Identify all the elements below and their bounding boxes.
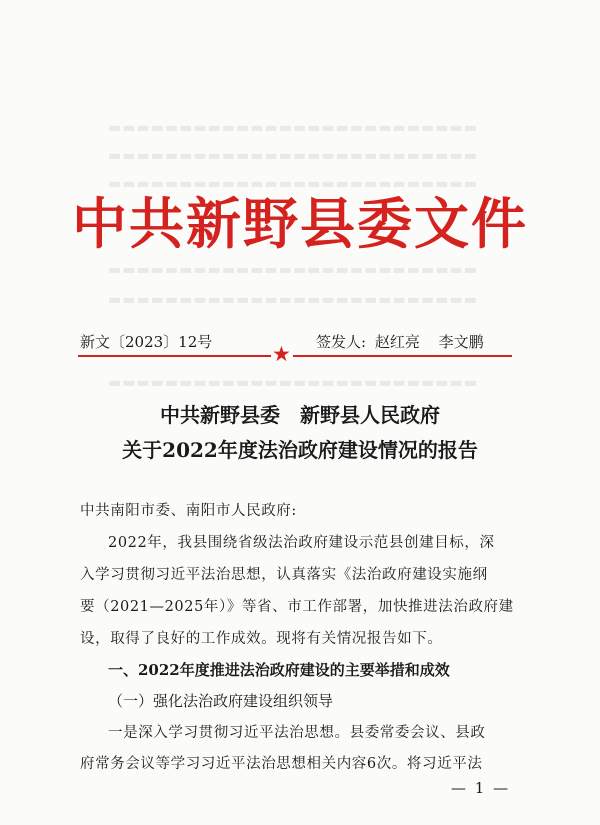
bleed-through-artifact: ▬▬▬▬▬▬▬▬▬▬▬▬▬▬▬▬▬▬▬▬▬▬▬▬▬▬ [108,262,478,278]
document-number: 新文〔2023〕12号 [80,333,213,351]
page-number: — 1 — [451,779,511,797]
body-line: 入学习贯彻习近平法治思想，认真落实《法治政府建设实施纲 [80,567,488,583]
report-title-line-1: 中共新野县委 新野县人民政府 [160,403,440,427]
signer-label: 签发人: [316,333,367,351]
body-line: 设，取得了良好的工作成效。现将有关情况报告如下。 [80,631,443,647]
subsection-heading: （一）强化法治政府建设组织领导 [108,692,334,710]
signer-name-2: 李文鹏 [438,333,484,351]
recipient-line: 中共南阳市委、南阳市人民政府: [80,503,297,519]
body-line: 要（2021—2025年）》等省、市工作部署，加快推进法治政府建 [80,599,514,615]
section-heading: 一、2022年度推进法治政府建设的主要举措和成效 [108,661,450,679]
issuer-masthead: 中共新野县委文件 [71,191,528,256]
bleed-through-artifact: ▬▬▬▬▬▬▬▬▬▬▬▬▬▬▬▬▬▬▬▬▬▬▬▬▬▬ [108,176,478,192]
red-star-icon: ★ [272,342,291,366]
red-divider-left [78,355,271,357]
bleed-through-artifact: ▬▬▬▬▬▬▬▬▬▬▬▬▬▬▬▬▬▬▬▬▬▬▬▬▬▬ [108,148,478,164]
bleed-through-artifact: ▬▬▬▬▬▬▬▬▬▬▬▬▬▬▬▬▬▬▬▬▬▬▬▬▬▬ [108,120,478,136]
body-line: 2022年，我县围绕省级法治政府建设示范县创建目标，深 [108,535,495,551]
body-line: 一是深入学习贯彻习近平法治思想。县委常委会议、县政 [108,725,486,741]
bleed-through-artifact: ▬▬▬▬▬▬▬▬▬▬▬▬▬▬▬▬▬▬▬▬▬▬▬▬▬▬ [108,292,478,308]
signer-block [316,331,484,352]
red-divider-right [293,355,512,357]
signer-name-1: 赵红亮 [374,333,420,351]
bleed-through-artifact: ▬▬▬▬▬▬▬▬▬▬▬▬▬▬▬▬▬▬▬▬▬▬▬▬▬▬ [108,375,478,391]
body-line: 府常务会议等学习习近平法治思想相关内容6次。将习近平法 [80,756,483,772]
report-title-line-2: 关于2022年度法治政府建设情况的报告 [122,438,478,462]
